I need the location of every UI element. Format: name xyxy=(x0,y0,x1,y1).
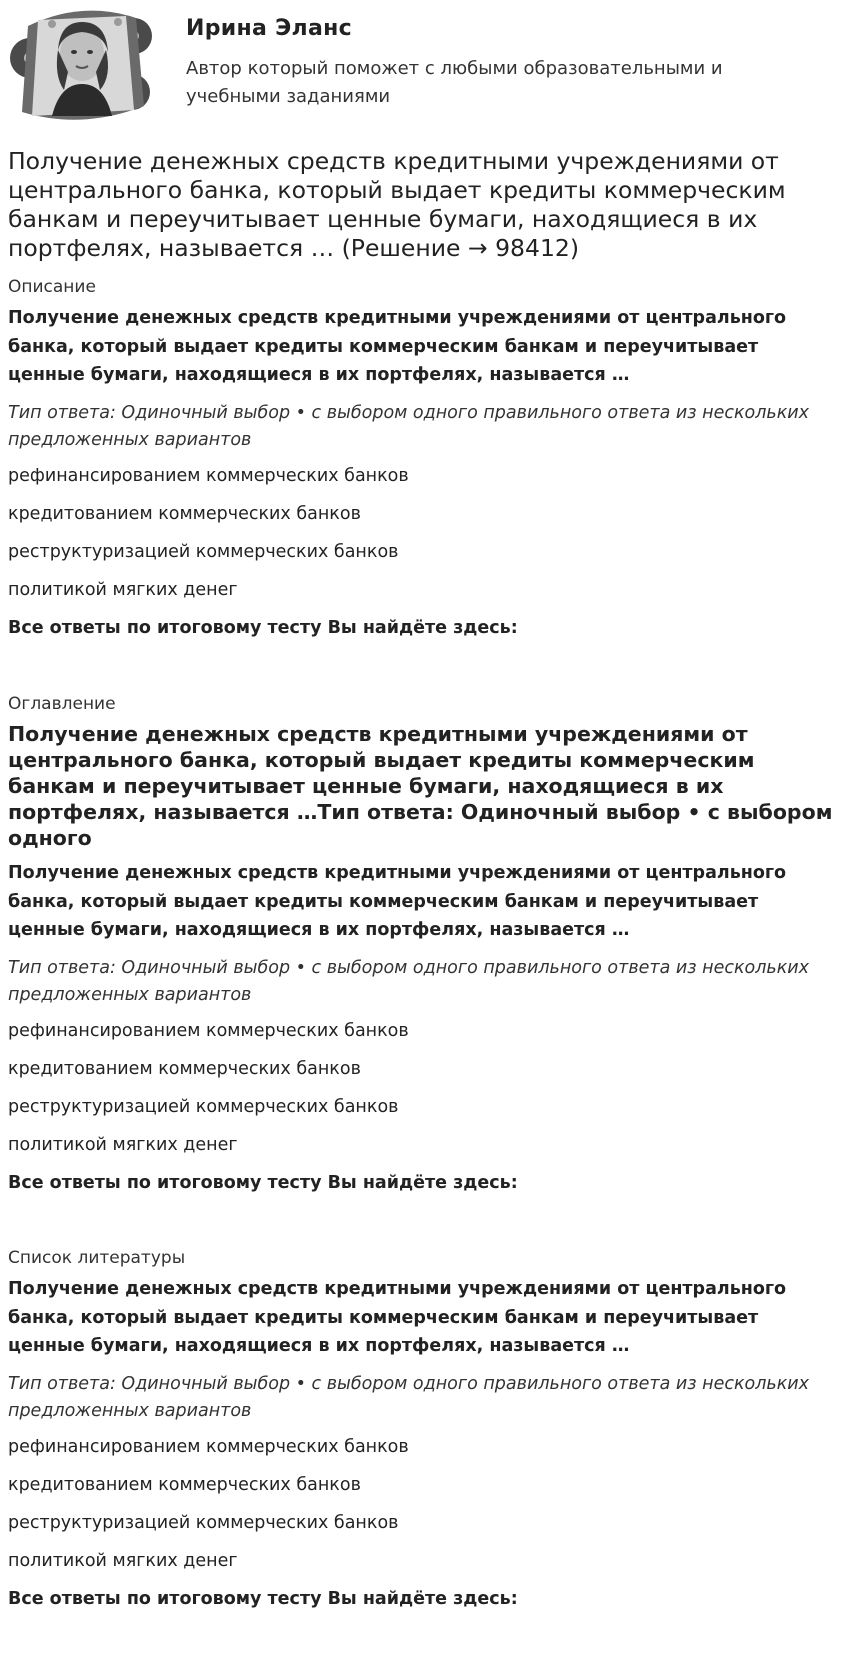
author-description: Автор который поможет с любыми образовательными и учебными заданиями xyxy=(186,58,723,107)
page-title-block xyxy=(8,147,838,271)
description-answer-type: Тип ответа: Одиночный выбор • с выбором одного правильного ответа из нескольких предложенных вариантов xyxy=(8,402,810,450)
literature-section xyxy=(8,1247,838,1624)
description-label: Описание xyxy=(8,277,96,297)
literature-option-3: реструктуризацией коммерческих банков xyxy=(8,1512,399,1533)
description-question: Получение денежных средств кредитными учреждениями от центрального банка, который выдает кредиты коммерческим банкам и переучитывает ценные бумаги, находящиеся в их портфелях, называется … xyxy=(8,308,787,385)
literature-all-answers-link[interactable]: Все ответы по итоговому тесту Вы найдёте здесь: xyxy=(8,1588,518,1609)
toc-heading: Получение денежных средств кредитными учреждениями от центрального банка, который выдает кредиты коммерческим банкам и переучитывает ценные бумаги, находящиеся в их портфелях, называется …Тип ответа: Одиночный выбор • с выбором одного xyxy=(8,722,833,850)
description-option-1: рефинансированием коммерческих банков xyxy=(8,465,409,486)
toc-answer-type: Тип ответа: Одиночный выбор • с выбором одного правильного ответа из нескольких предложенных вариантов xyxy=(8,957,810,1005)
toc-question: Получение денежных средств кредитными учреждениями от центрального банка, который выдает кредиты коммерческим банкам и переучитывает ценные бумаги, находящиеся в их портфелях, называется … xyxy=(8,863,787,940)
toc-all-answers-link[interactable]: Все ответы по итоговому тесту Вы найдёте здесь: xyxy=(8,1172,518,1193)
description-all-answers-link[interactable]: Все ответы по итоговому тесту Вы найдёте здесь: xyxy=(8,617,518,638)
description-section xyxy=(8,276,838,653)
toc-option-2: кредитованием коммерческих банков xyxy=(8,1058,361,1079)
description-option-4: политикой мягких денег xyxy=(8,579,238,600)
author-avatar[interactable] xyxy=(8,6,156,124)
description-option-3: реструктуризацией коммерческих банков xyxy=(8,541,399,562)
toc-option-4: политикой мягких денег xyxy=(8,1134,238,1155)
literature-label: Список литературы xyxy=(8,1248,186,1268)
toc-option-1: рефинансированием коммерческих банков xyxy=(8,1020,409,1041)
author-card xyxy=(8,6,838,130)
literature-answer-type: Тип ответа: Одиночный выбор • с выбором одного правильного ответа из нескольких предложенных вариантов xyxy=(8,1373,810,1421)
avatar-image xyxy=(8,6,156,124)
author-name[interactable]: Ирина Эланс xyxy=(186,16,352,41)
toc-label: Оглавление xyxy=(8,694,116,714)
page-title: Получение денежных средств кредитными учреждениями от центрального банка, который выдает кредиты коммерческим банкам и переучитывает ценные бумаги, находящиеся в их портфелях, называется … (Решение → 98412) xyxy=(8,147,786,262)
literature-option-2: кредитованием коммерческих банков xyxy=(8,1474,361,1495)
literature-question: Получение денежных средств кредитными учреждениями от центрального банка, который выдает кредиты коммерческим банкам и переучитывает ценные бумаги, находящиеся в их портфелях, называется … xyxy=(8,1279,787,1356)
description-option-2: кредитованием коммерческих банков xyxy=(8,503,361,524)
toc-option-3: реструктуризацией коммерческих банков xyxy=(8,1096,399,1117)
literature-option-1: рефинансированием коммерческих банков xyxy=(8,1436,409,1457)
toc-section xyxy=(8,693,838,1208)
literature-option-4: политикой мягких денег xyxy=(8,1550,238,1571)
